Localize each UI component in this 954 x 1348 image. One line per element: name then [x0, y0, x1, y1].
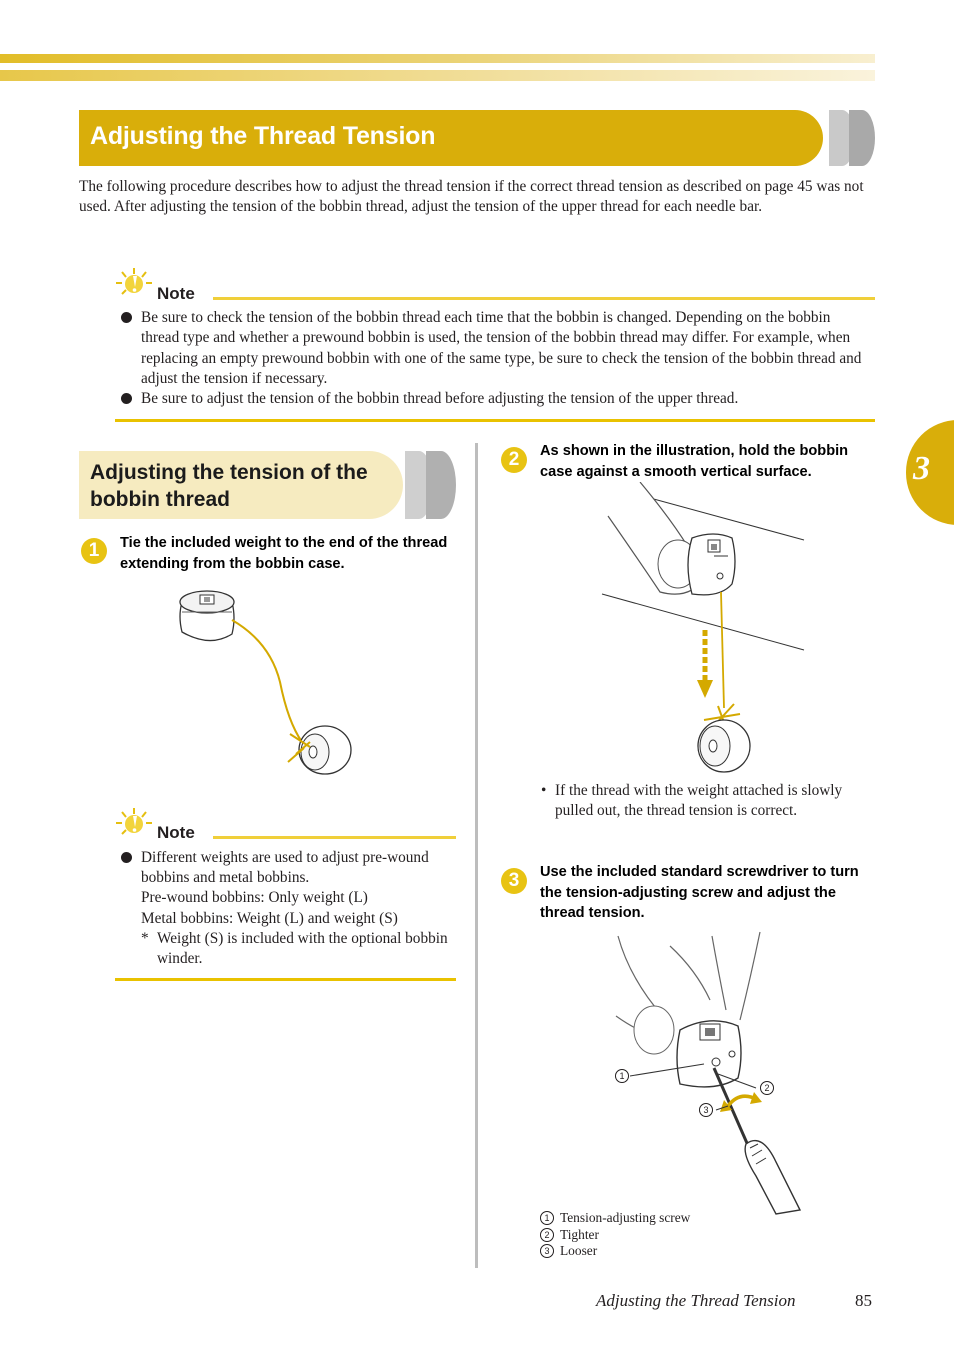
footnote-mark: *: [141, 930, 149, 947]
intro-paragraph: The following procedure describes how to adjust the thread tension if the correct thread tension as described on page 45 was not used. After adjusting the tension of the bobbin thread, adjust the tension of the upper thread for each needle bar.: [79, 178, 864, 216]
bobbin-case-with-weight-illustration: [170, 582, 370, 782]
footnote: Weight (S) is included with the optional bobbin winder.: [157, 930, 448, 968]
note-line: Metal bobbins: Weight (L) and weight (S): [141, 910, 398, 927]
legend-item: 2 Tighter: [540, 1227, 599, 1244]
main-heading-half-circle-2: [849, 110, 875, 166]
step-number-badge: 3: [501, 868, 527, 894]
step-2-bullet-text: If the thread with the weight attached is slowly pulled out, the thread tension is correct.: [555, 782, 843, 820]
bullet-marker: •: [541, 782, 547, 799]
note-bullet-dot: [121, 393, 132, 404]
page-number: 85: [855, 1291, 872, 1310]
note-title: Note: [157, 284, 195, 303]
note-bottom-rule: [115, 419, 875, 422]
section-heading: Adjusting the tension of the bobbin thread: [90, 461, 368, 511]
note-bullet-dot: [121, 852, 132, 863]
note-title: Note: [157, 823, 195, 842]
callout-marker: 1: [615, 1069, 635, 1085]
callout-marker: 2: [760, 1081, 780, 1097]
note-title-rule: [213, 297, 875, 300]
step-2-text: As shown in the illustration, hold the bobbin case against a smooth vertical surface.: [540, 443, 849, 480]
note-item: Be sure to adjust the tension of the bobbin thread before adjusting the tension of the upper thread.: [141, 390, 739, 407]
page-title: Adjusting the Thread Tension: [90, 122, 436, 150]
column-divider: [475, 443, 478, 1268]
note-line: Pre-wound bobbins: Only weight (L): [141, 889, 368, 906]
legend-item: 1 Tension-adjusting screw: [540, 1210, 690, 1227]
note-bullet-dot: [121, 312, 132, 323]
step-1-text: Tie the included weight to the end of the thread extending from the bobbin case.: [120, 535, 448, 572]
chapter-number: 3: [913, 450, 930, 487]
note-title-rule: [213, 836, 456, 839]
callout-marker: 3: [699, 1103, 719, 1119]
step-number-badge: 2: [501, 447, 527, 473]
step-3-text: Use the included standard screwdriver to turn the tension-adjusting screw and adjust the thread tension.: [540, 864, 859, 922]
header-stripe-top: [0, 54, 875, 63]
legend-item: 3 Looser: [540, 1243, 597, 1260]
section-heading-half-circle-2: [426, 451, 456, 519]
note-item: Be sure to check the tension of the bobbin thread each time that the bobbin is changed. Depending on the bobbin thread type and whether a prewound bobbin is used, the tension of the bobbin thread may differ. For example, when replacing an empty prewound bobbin with one of the same type, be sure to check the tension of the bobbin thread and adjust the tension if necessary.: [141, 309, 862, 388]
note-icon: [114, 266, 154, 300]
note-icon: [114, 806, 154, 840]
step-number-badge: 1: [81, 538, 107, 564]
bobbin-case-on-surface-illustration: [600, 482, 810, 782]
note-bottom-rule: [115, 978, 456, 981]
header-stripe-bottom: [0, 70, 875, 81]
note-item: Different weights are used to adjust pre-wound bobbins and metal bobbins.: [141, 849, 429, 887]
footer-section-title: Adjusting the Thread Tension: [596, 1291, 796, 1310]
